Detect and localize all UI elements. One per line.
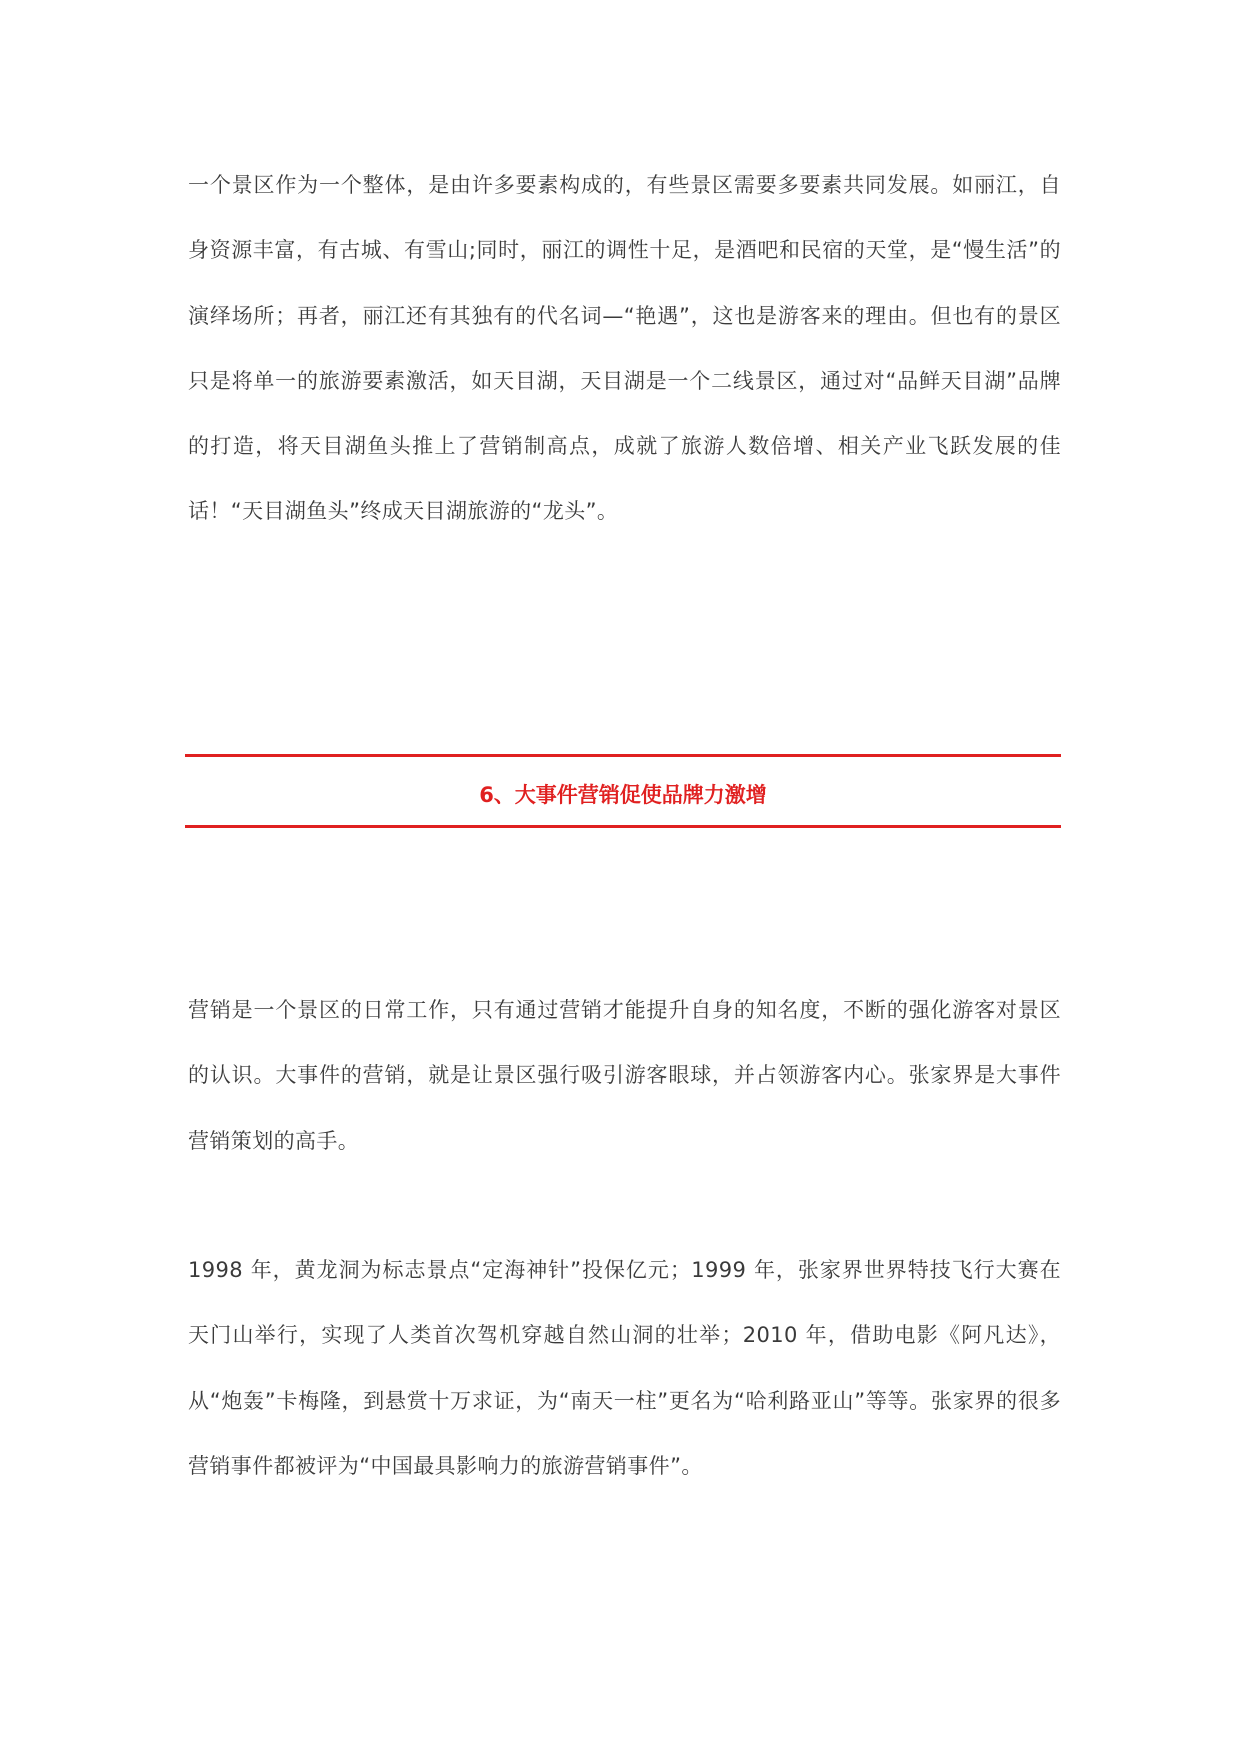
- paragraph-event-marketing-intro: 营销是一个景区的日常工作，只有通过营销才能提升自身的知名度，不断的强化游客对景区的认识。大事件的营销，就是让景区强行吸引游客眼球，并占领游客内心。张家界是大事件营销策划的高手。: [188, 998, 1061, 1153]
- paragraph-zhangjiajie-events: 1998 年，黄龙洞为标志景点“定海神针”投保亿元；1999 年，张家界世界特技飞行大赛在天门山举行，实现了人类首次驾机穿越自然山洞的壮举；2010 年，借助电影《阿凡达》，从“炮轰”卡梅隆，到悬赏十万求证，为“南天一柱”更名为“哈利路亚山”等等。张家界的很多营销事件都被评为“中国最具影响力的旅游营销事件”。: [188, 1258, 1061, 1478]
- paragraph-lijiang-tianmuhu: 一个景区作为一个整体，是由许多要素构成的，有些景区需要多要素共同发展。如丽江，自身资源丰富，有古城、有雪山;同时，丽江的调性十足，是酒吧和民宿的天堂，是“慢生活”的演绎场所；再者，丽江还有其独有的代名词—“艳遇”，这也是游客来的理由。但也有的景区只是将单一的旅游要素激活，如天目湖，天目湖是一个二线景区，通过对“品鲜天目湖”品牌的打造，将天目湖鱼头推上了营销制高点，成就了旅游人数倍增、相关产业飞跃发展的佳话！“天目湖鱼头”终成天目湖旅游的“龙头”。: [188, 173, 1061, 524]
- heading-top-rule: [185, 754, 1061, 757]
- section-heading: 6、大事件营销促使品牌力激增: [479, 783, 767, 807]
- heading-bottom-rule: [185, 825, 1061, 828]
